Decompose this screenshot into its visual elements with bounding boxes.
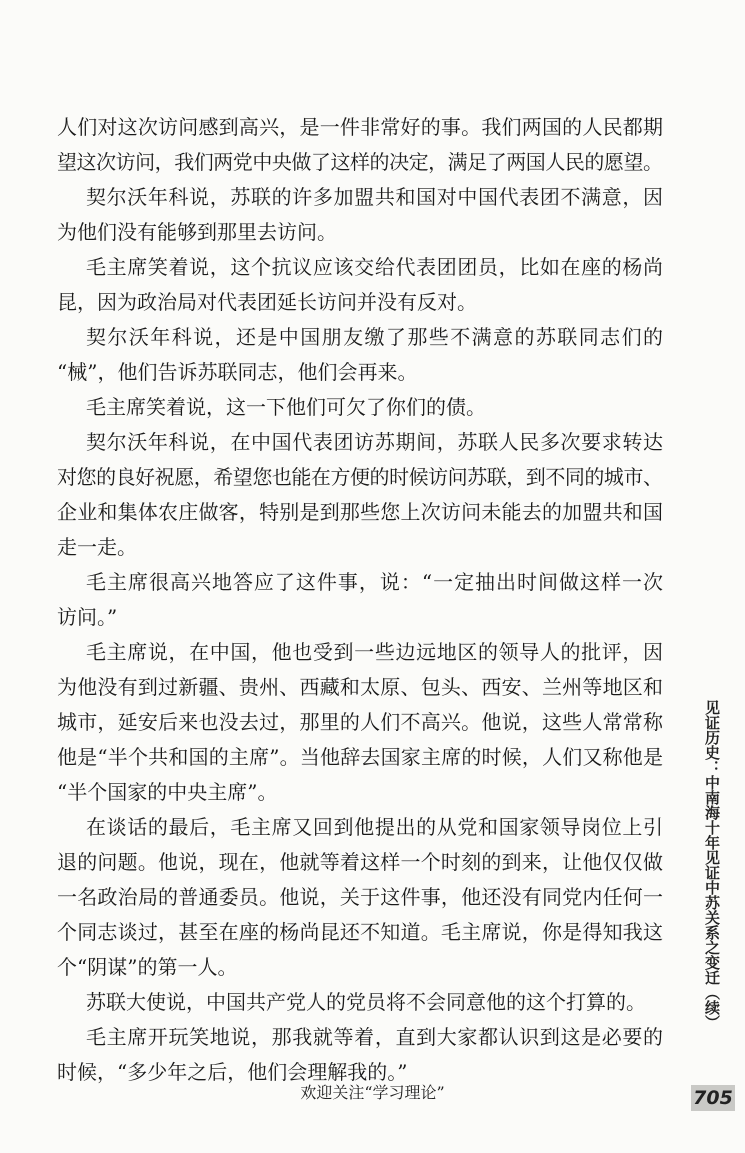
text-line: 在谈话的最后，毛主席又回到他提出的从党和国家领导岗位上引 bbox=[86, 815, 664, 839]
text-line: 毛主席说，在中国，他也受到一些边远地区的领导人的批评，因 bbox=[86, 640, 664, 664]
text-line: 人们对这次访问感到高兴，是一件非常好的事。我们两国的人民都期 bbox=[57, 115, 664, 139]
footer-note: 欢迎关注“学习理论” bbox=[300, 1083, 445, 1102]
text-line: 为他们没有能够到那里去访问。 bbox=[57, 220, 337, 244]
text-line: 契尔沃年科说，在中国代表团访苏期间，苏联人民多次要求转达 bbox=[86, 430, 664, 454]
text-line: 个同志谈过，甚至在座的杨尚昆还不知道。毛主席说，你是得知我这 bbox=[57, 920, 664, 944]
text-line: 毛主席开玩笑地说，那我就等着，直到大家都认识到这是必要的 bbox=[86, 1025, 664, 1049]
text-line: 毛主席笑着说，这一下他们可欠了你们的债。 bbox=[86, 395, 486, 419]
text-line: 契尔沃年科说，还是中国朋友缴了那些不满意的苏联同志们的 bbox=[86, 325, 665, 349]
paragraph bbox=[57, 565, 663, 635]
text-line: 毛主席笑着说，这个抗议应该交给代表团团员，比如在座的杨尚 bbox=[86, 255, 664, 279]
body-text bbox=[57, 110, 663, 1090]
paragraph bbox=[57, 985, 663, 1020]
text-line: 契尔沃年科说，苏联的许多加盟共和国对中国代表团不满意，因 bbox=[86, 185, 664, 209]
paragraph bbox=[57, 250, 663, 320]
running-title: 见证历史：中南海十年见证中苏关系之变迁（续） bbox=[703, 700, 721, 1030]
text-line: 时候，“多少年之后，他们会理解我的。” bbox=[57, 1060, 408, 1084]
paragraph bbox=[57, 425, 663, 565]
text-line: 毛主席很高兴地答应了这件事，说：“一定抽出时间做这样一次 bbox=[86, 570, 664, 594]
text-line: 昆，因为政治局对代表团延长访问并没有反对。 bbox=[57, 290, 477, 314]
text-line: 对您的良好祝愿，希望您也能在方便的时候访问苏联，到不同的城市、 bbox=[57, 465, 663, 489]
paragraph bbox=[57, 180, 663, 250]
paragraph bbox=[57, 635, 663, 810]
paragraph bbox=[57, 390, 663, 425]
page-number: 705 bbox=[691, 1085, 735, 1111]
text-line: 访问。” bbox=[57, 605, 118, 629]
text-line: 企业和集体农庄做客，特别是到那些您上次访问未能去的加盟共和国 bbox=[57, 500, 664, 524]
text-line: 退的问题。他说，现在，他就等着这样一个时刻的到来，让他仅仅做 bbox=[57, 850, 664, 874]
text-line: 苏联大使说，中国共产党人的党员将不会同意他的这个打算的。 bbox=[86, 990, 646, 1014]
text-line: 一名政治局的普通委员。他说，关于这件事，他还没有同党内任何一 bbox=[57, 885, 664, 909]
text-line: 走一走。 bbox=[57, 535, 137, 559]
text-line: 他是“半个共和国的主席”。当他辞去国家主席的时候，人们又称他是 bbox=[57, 745, 664, 769]
text-line: “半个国家的中央主席”。 bbox=[57, 780, 278, 804]
paragraph bbox=[57, 810, 663, 985]
paragraph bbox=[57, 110, 663, 180]
text-line: 为他没有到过新疆、贵州、西藏和太原、包头、西安、兰州等地区和 bbox=[57, 675, 664, 699]
paragraph bbox=[57, 320, 663, 390]
text-line: 城市，延安后来也没去过，那里的人们不高兴。他说，这些人常常称 bbox=[57, 710, 664, 734]
text-line: 望这次访问，我们两党中央做了这样的决定，满足了两国人民的愿望。 bbox=[57, 150, 663, 174]
text-line: 个“阴谋”的第一人。 bbox=[57, 955, 238, 979]
text-line: “械”，他们告诉苏联同志，他们会再来。 bbox=[57, 360, 418, 384]
